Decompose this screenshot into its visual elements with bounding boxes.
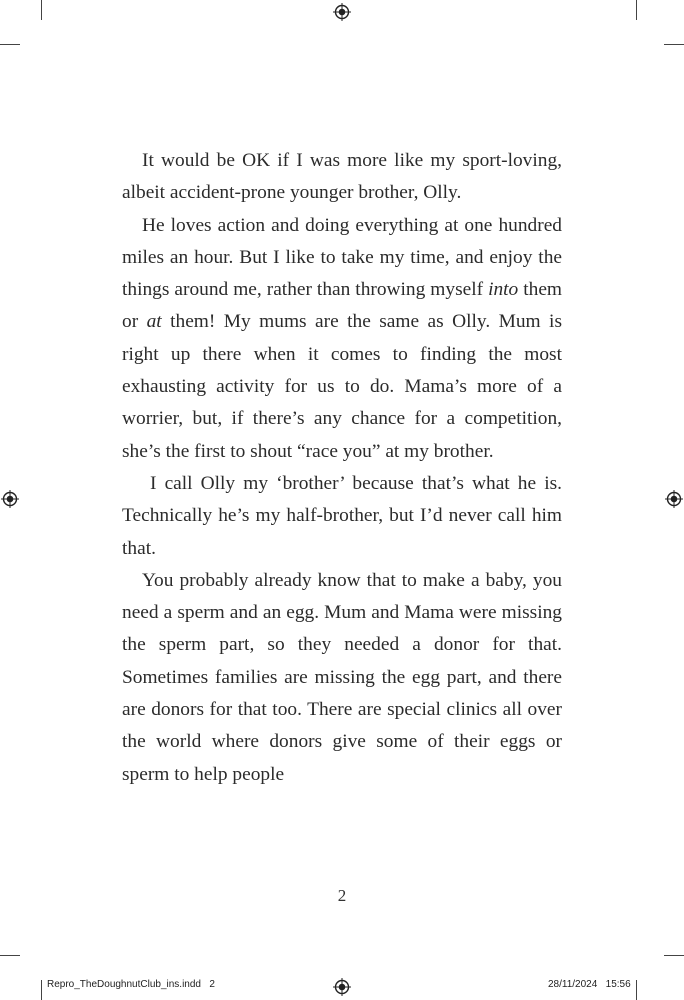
registration-mark-icon bbox=[665, 490, 683, 508]
page-body bbox=[122, 145, 562, 791]
crop-mark-bottom-left-h bbox=[0, 955, 20, 956]
crop-mark-bottom-left bbox=[41, 980, 42, 1000]
text-run: He loves action and doing everything at one hundred miles an hour. But I like to take my time, and enjoy the things around me, rather than throwing myself bbox=[122, 214, 562, 301]
registration-mark-icon bbox=[1, 490, 19, 508]
paragraph bbox=[122, 145, 562, 210]
crop-mark-top-left bbox=[41, 0, 42, 20]
slug-file-name: Repro_TheDoughnutClub_ins.indd 2 bbox=[47, 979, 215, 990]
crop-mark-bottom-right bbox=[636, 980, 637, 1000]
italic-text: at bbox=[146, 311, 162, 333]
crop-mark-top-right-h bbox=[664, 44, 684, 45]
registration-mark-icon bbox=[333, 978, 351, 996]
text-run: You probably already know that to make a baby, you need a sperm and an egg. Mum and Mama were missing the sperm part, so they needed a donor for that. Sometimes families are missing the egg part, and there are donors for that too. There are special clinics all over the world where donors give some of their eggs or sperm to help people bbox=[122, 569, 562, 785]
italic-text: into bbox=[488, 279, 519, 301]
crop-mark-top-right bbox=[636, 0, 637, 20]
crop-mark-top-left-h bbox=[0, 44, 20, 45]
crop-mark-bottom-right-h bbox=[664, 955, 684, 956]
text-run: them! My mums are the same as Olly. Mum is right up there when it comes to finding the most exhausting activity for us to do. Mama’s more of a worrier, but, if there’s any chance for a competition, she’s the first to shout “race you” at my brother. bbox=[122, 311, 562, 462]
text-run: It would be OK if I was more like my sport-loving, albeit accident-prone younger brother, Olly. bbox=[122, 150, 562, 204]
page-number: 2 bbox=[337, 886, 347, 905]
text-run: them or bbox=[122, 279, 563, 333]
paragraph bbox=[122, 468, 562, 565]
paragraph bbox=[122, 210, 562, 468]
paragraph bbox=[122, 565, 562, 791]
slug-date-time: 28/11/2024 15:56 bbox=[548, 979, 631, 990]
registration-mark-icon bbox=[333, 3, 351, 21]
text-run: I call Olly my ‘brother’ because that’s what he is. Technically he’s my half-brother, but I’d never call him that. bbox=[122, 472, 562, 559]
